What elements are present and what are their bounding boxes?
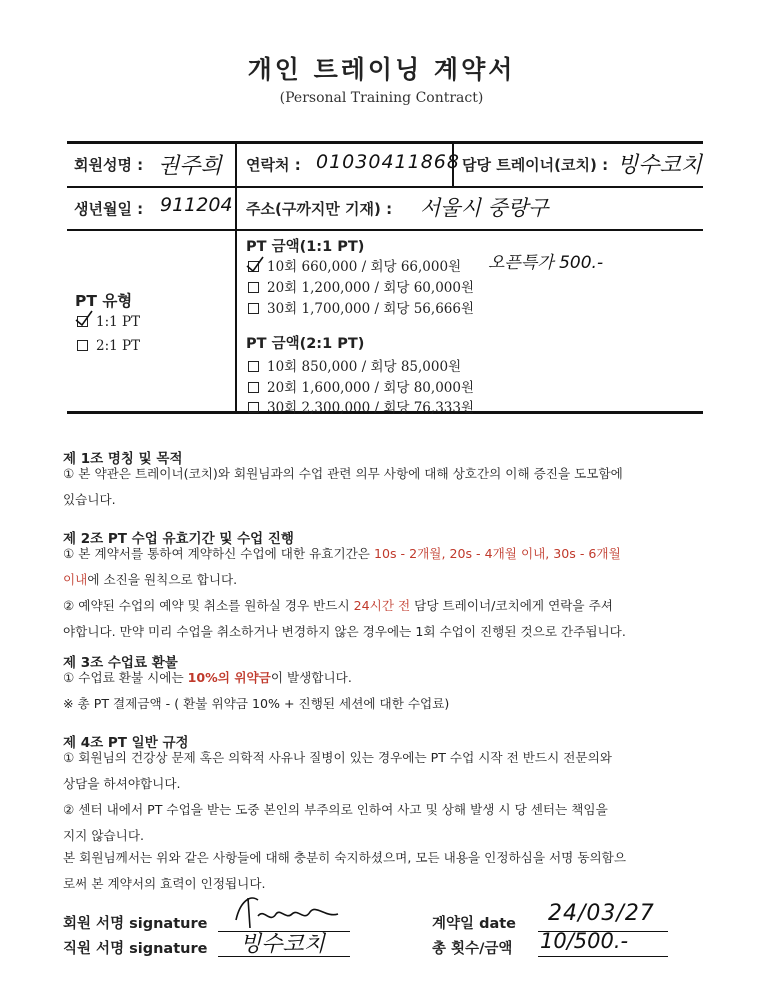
- closing-line: 본 회원님께서는 위와 같은 사항들에 대해 충분히 숙지하셨으며, 모든 내용을 인정하심을 서명 동의함으: [63, 850, 626, 865]
- closing-statement: [63, 845, 713, 897]
- pt-price-option-label: 10회 660,000 / 회당 66,000원: [267, 259, 462, 275]
- article-2-para-1: [63, 541, 713, 567]
- highlight-text: 24시간 전: [353, 598, 411, 613]
- pt-price-option-label: 20회 1,200,000 / 회당 60,000원: [267, 280, 474, 296]
- article-4-body: [63, 745, 713, 849]
- member-name-value: 권주희: [158, 154, 222, 179]
- pt-type-option-1to1[interactable]: [77, 314, 140, 330]
- total-label: 총 횟수/금액: [432, 941, 513, 957]
- contact-value: 01030411868: [316, 151, 460, 173]
- open-special-note: 오픈특가 500.-: [488, 253, 604, 273]
- article-4-line: 상담을 하셔야합니다.: [63, 776, 181, 791]
- checkbox-icon[interactable]: [248, 382, 259, 393]
- article-2-body: [63, 541, 713, 645]
- highlight-text: 10s - 2개월, 20s - 4개월 이내, 30s - 6개월: [373, 546, 621, 561]
- pt-price-2to1-option[interactable]: [248, 396, 474, 416]
- article-3-title: 제 3조 수업료 환불: [63, 655, 178, 671]
- text: ① 수업료 환불 시에는: [63, 670, 188, 685]
- article-2-title: 제 2조 PT 수업 유효기간 및 수업 진행: [63, 531, 294, 547]
- text: ① 본 계약서를 통하여 계약하신 수업에 대한 유효기간은: [63, 546, 374, 561]
- article-2-para-2-cont: 야합니다. 만약 미리 수업을 취소하거나 변경하지 않은 경우에는 1회 수업이 진행된 것으로 간주됩니다.: [63, 624, 626, 639]
- highlight-text: 10%의 위약금: [187, 670, 271, 685]
- staff-signature-label: 직원 서명 signature: [63, 941, 208, 957]
- checkbox-icon[interactable]: [248, 361, 259, 372]
- highlight-text: 이내: [63, 572, 88, 587]
- article-4-title: 제 4조 PT 일반 규정: [63, 735, 189, 751]
- pt-price-1to1-option[interactable]: [248, 297, 474, 317]
- checkbox-icon[interactable]: [248, 282, 259, 293]
- text: 이 발생합니다.: [270, 670, 352, 685]
- article-3-para-1: [63, 665, 713, 691]
- checkbox-checked-icon[interactable]: [248, 261, 259, 272]
- article-1-line: 있습니다.: [63, 492, 116, 507]
- document-title: 개인 트레이닝 계약서: [247, 55, 516, 84]
- pt-price-2to1-heading: PT 금액(2:1 PT): [246, 336, 365, 352]
- contract-date-value: 24/03/27: [548, 901, 655, 926]
- pt-price-1to1-option[interactable]: [248, 255, 461, 275]
- text: ② 예약된 수업의 예약 및 취소를 원하실 경우 반드시: [63, 598, 354, 613]
- article-2-para-2: [63, 593, 713, 619]
- birth-value: 911204: [160, 194, 233, 216]
- article-1-title: 제 1조 명칭 및 목적: [63, 451, 183, 467]
- contact-label: 연락처 :: [246, 156, 301, 174]
- trainer-value: 빙수코치: [617, 153, 703, 178]
- staff-signature-value: 빙수코치: [240, 932, 326, 957]
- pt-price-option-label: 30회 2,300,000 / 회당 76,333원: [267, 400, 474, 416]
- member-name-label: 회원성명 :: [74, 156, 144, 174]
- article-2-para-1-cont: [63, 567, 713, 593]
- trainer-label: 담당 트레이너(코치) :: [462, 156, 609, 174]
- pt-price-option-label: 20회 1,600,000 / 회당 80,000원: [267, 380, 474, 396]
- article-3-para-2: ※ 총 PT 결제금액 - ( 환불 위약금 10% + 진행된 세션에 대한 수업료): [63, 696, 450, 711]
- birth-label: 생년월일 :: [74, 200, 144, 218]
- article-1-body: [63, 461, 713, 513]
- pt-price-1to1-heading: PT 금액(1:1 PT): [246, 239, 365, 255]
- article-4-line: ② 센터 내에서 PT 수업을 받는 도중 본인의 부주의로 인하여 사고 및 상해 발생 시 당 센터는 책임을: [63, 802, 608, 817]
- closing-line: 로써 본 계약서의 효력이 인정됩니다.: [63, 876, 266, 891]
- pt-type-option-label: 1:1 PT: [96, 314, 141, 330]
- checkbox-icon[interactable]: [248, 303, 259, 314]
- address-label: 주소(구까지만 기재) :: [246, 200, 393, 218]
- article-1-line: ① 본 약관은 트레이너(코치)와 회원님과의 수업 관련 의무 사항에 대해 상호간의 이해 증진을 도모함에: [63, 466, 623, 481]
- address-value: 서울시 중랑구: [420, 196, 549, 220]
- article-4-line: ① 회원님의 건강상 문제 혹은 의학적 사유나 질병이 있는 경우에는 PT 수업 시작 전 반드시 전문의와: [63, 750, 612, 765]
- pt-type-option-label: 2:1 PT: [96, 338, 141, 354]
- contract-date-label: 계약일 date: [432, 916, 516, 932]
- pt-type-label: PT 유형: [75, 292, 133, 310]
- pt-price-option-label: 30회 1,700,000 / 회당 56,666원: [267, 301, 474, 317]
- checkbox-checked-icon[interactable]: [77, 316, 88, 327]
- checkbox-icon[interactable]: [248, 402, 259, 413]
- pt-price-1to1-option[interactable]: [248, 276, 474, 296]
- pt-price-option-label: 10회 850,000 / 회당 85,000원: [267, 359, 462, 375]
- member-signature-label: 회원 서명 signature: [63, 916, 208, 932]
- text: 에 소진을 원칙으로 합니다.: [87, 572, 238, 587]
- article-3-body: [63, 665, 713, 717]
- total-value: 10/500.-: [540, 929, 629, 953]
- pt-type-option-2to1[interactable]: [77, 338, 140, 354]
- pt-price-2to1-option[interactable]: [248, 376, 474, 396]
- article-4-line: 지지 않습니다.: [63, 828, 144, 843]
- checkbox-icon[interactable]: [77, 340, 88, 351]
- document-subtitle: (Personal Training Contract): [279, 90, 484, 106]
- text: 담당 트레이너/코치에게 연락을 주셔: [410, 598, 613, 613]
- pt-price-2to1-option[interactable]: [248, 355, 461, 375]
